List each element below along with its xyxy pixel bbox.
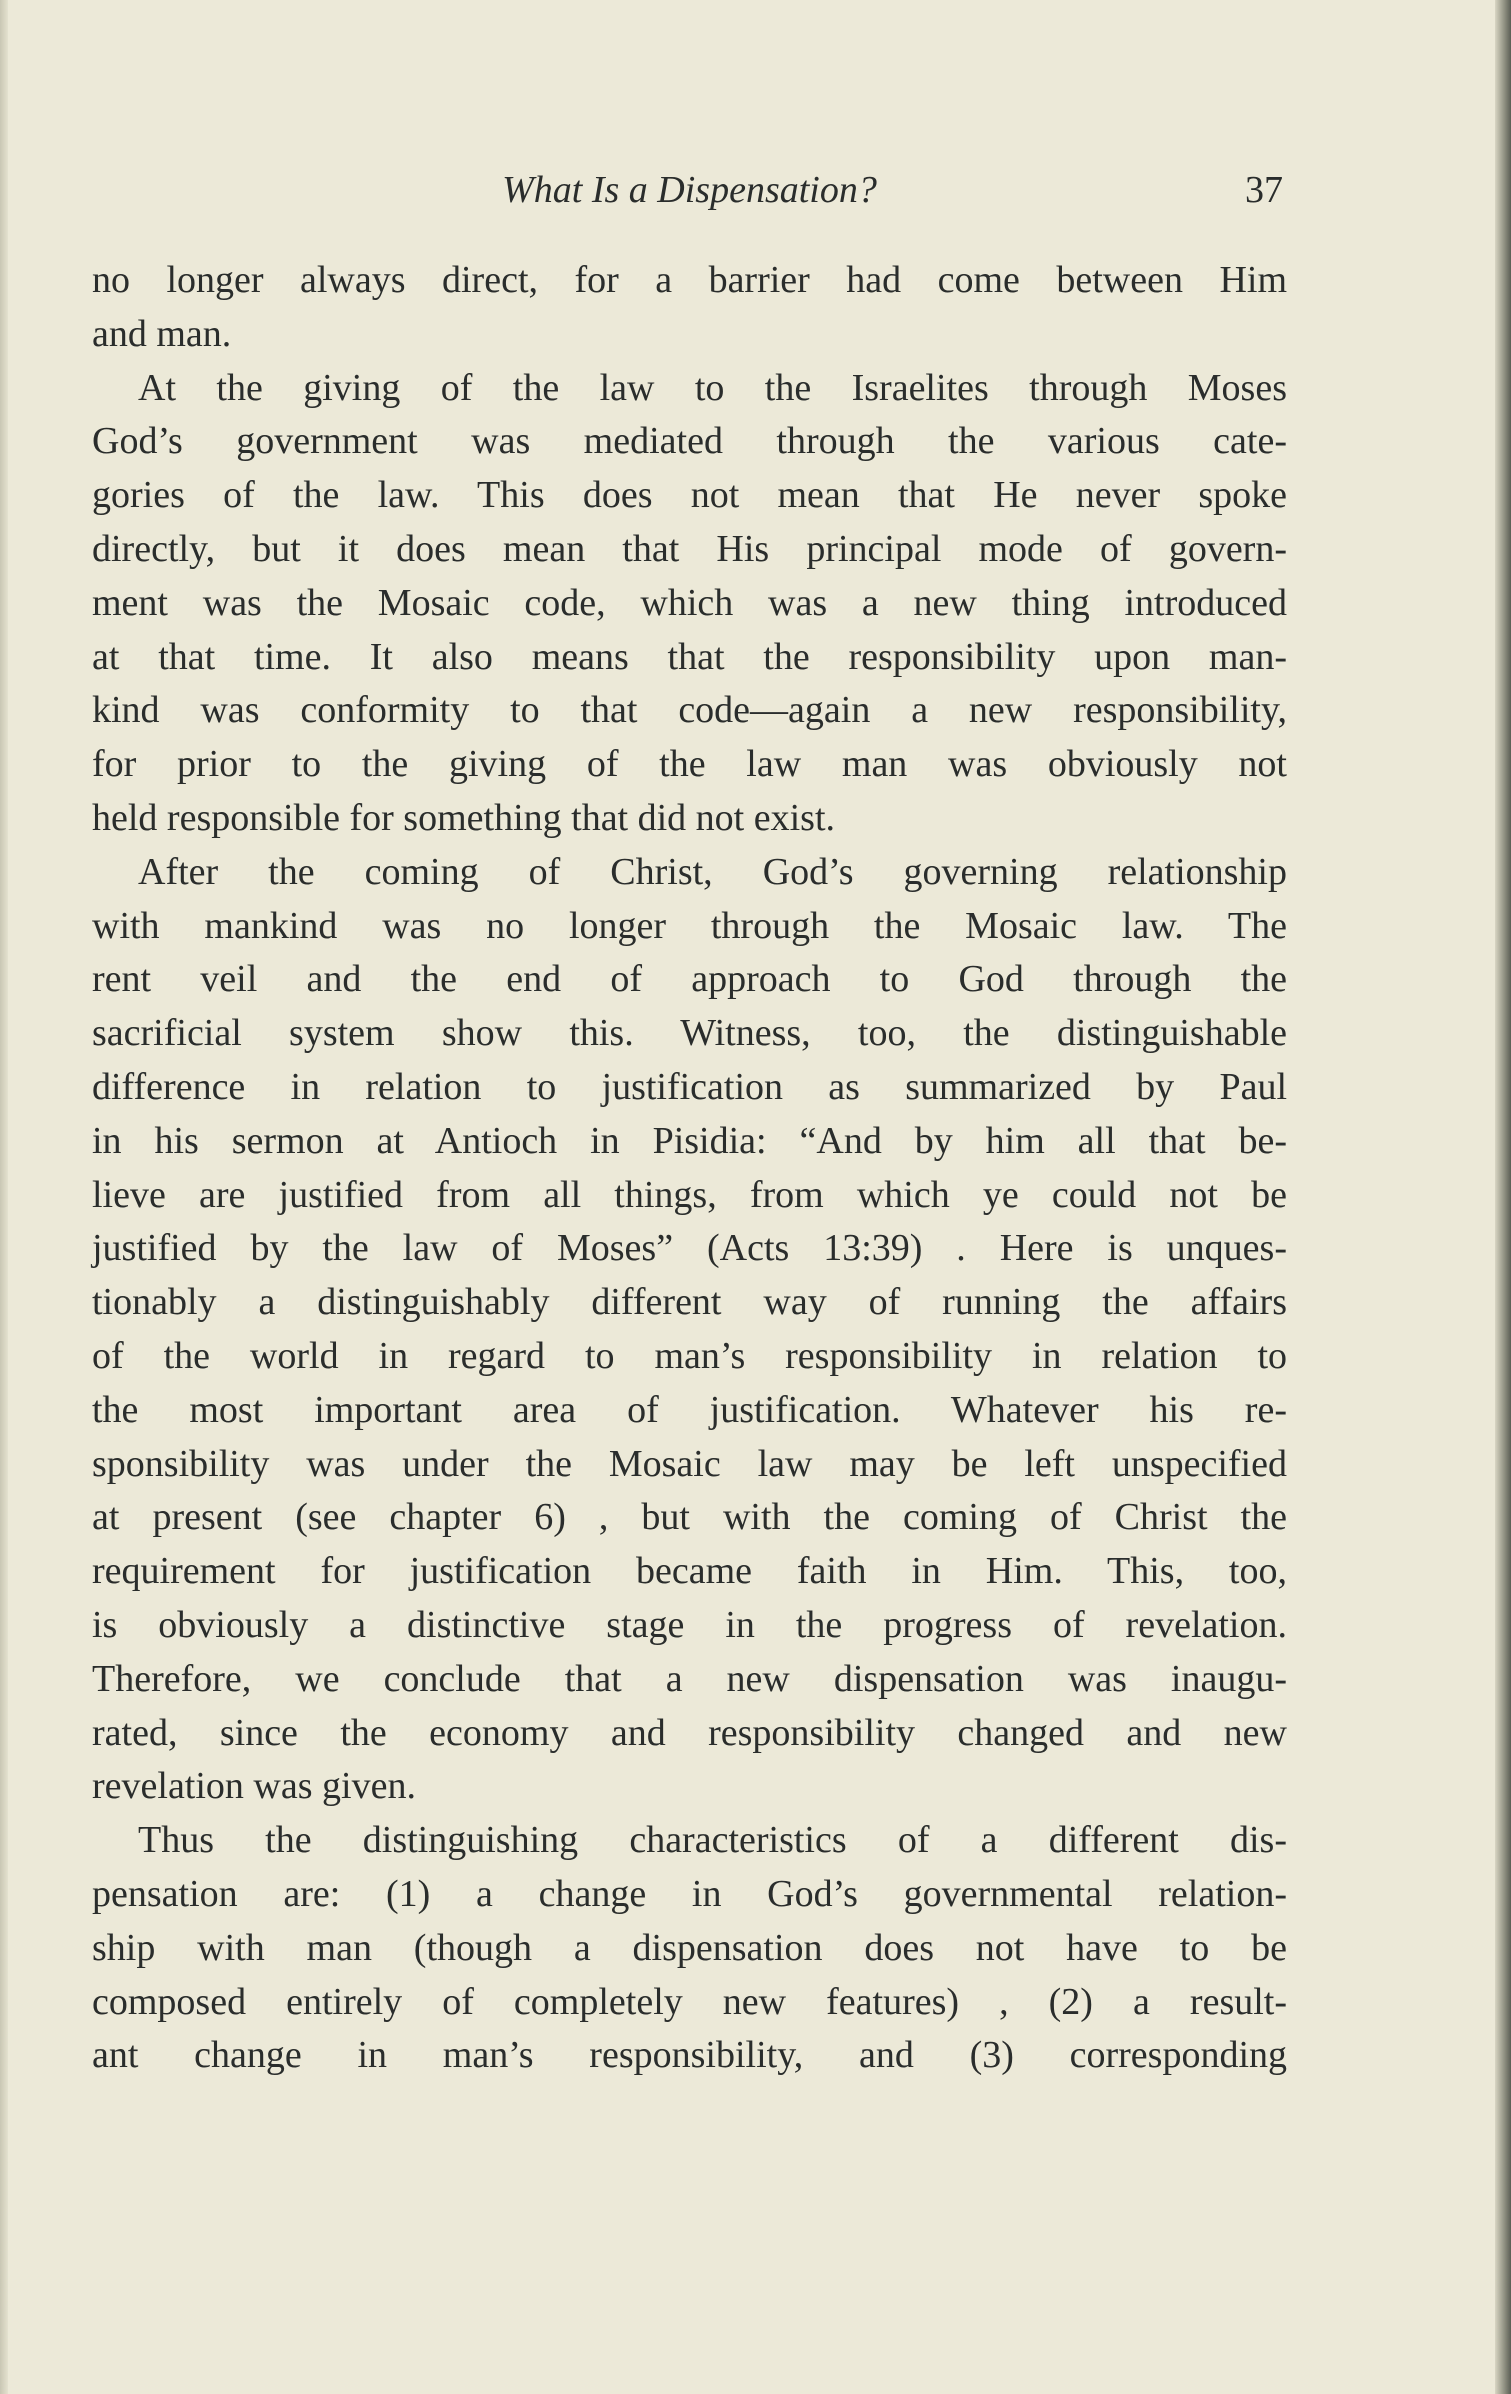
text-line: Thus the distinguishing characteristics of a different dis- xyxy=(138,1819,1287,1862)
text-line: ship with man (though a dispensation does not have to be xyxy=(92,1926,1287,1969)
text-line: justified by the law of Moses” (Acts 13:39) . Here is unques- xyxy=(92,1227,1287,1270)
text-line: sacrificial system show this. Witness, too, the distinguishable xyxy=(92,1012,1287,1055)
text-line: gories of the law. This does not mean that He never spoke xyxy=(92,474,1287,517)
text-line: for prior to the giving of the law man was obviously not xyxy=(92,743,1287,786)
text-line: difference in relation to justification as summarized by Paul xyxy=(92,1065,1287,1108)
text-line: rated, since the economy and responsibility changed and new xyxy=(92,1711,1287,1754)
text-line: requirement for justification became faith in Him. This, too, xyxy=(92,1550,1287,1593)
text-line: at that time. It also means that the responsibility upon man- xyxy=(92,635,1287,678)
running-title: What Is a Dispensation? xyxy=(502,169,877,211)
text-line: Therefore, we conclude that a new dispensation was inaugu- xyxy=(92,1657,1287,1700)
text-line: the most important area of justification. Whatever his re- xyxy=(92,1388,1287,1431)
text-line: no longer always direct, for a barrier had come between Him xyxy=(92,259,1287,301)
text-line: held responsible for something that did not exist. xyxy=(92,796,836,839)
text-line: ant change in man’s responsibility, and (3) corresponding xyxy=(92,2034,1287,2077)
body-text xyxy=(92,254,1287,2083)
page-number: 37 xyxy=(1245,169,1283,211)
text-line: rent veil and the end of approach to God through the xyxy=(92,958,1287,1001)
text-line: lieve are justified from all things, from which ye could not be xyxy=(92,1173,1287,1216)
page-left-edge xyxy=(0,0,8,2394)
text-line: God’s government was mediated through the various cate- xyxy=(92,420,1287,463)
page-right-edge xyxy=(1495,0,1511,2394)
text-line: at present (see chapter 6) , but with the coming of Christ the xyxy=(92,1496,1287,1539)
text-line: composed entirely of completely new features) , (2) a result- xyxy=(92,1980,1287,2023)
text-line: sponsibility was under the Mosaic law may be left unspecified xyxy=(92,1442,1287,1485)
text-line: kind was conformity to that code—again a new responsibility, xyxy=(92,689,1287,732)
text-line: pensation are: (1) a change in God’s governmental relation- xyxy=(92,1872,1287,1915)
text-line: ment was the Mosaic code, which was a new thing introduced xyxy=(92,581,1287,624)
page-header xyxy=(92,168,1287,222)
text-line: in his sermon at Antioch in Pisidia: “And by him all that be- xyxy=(92,1119,1287,1162)
text-line: is obviously a distinctive stage in the progress of revelation. xyxy=(92,1603,1287,1646)
text-line: directly, but it does mean that His principal mode of govern- xyxy=(92,527,1287,570)
text-line: with mankind was no longer through the Mosaic law. The xyxy=(92,904,1287,947)
text-line: and man. xyxy=(92,312,232,355)
text-line: At the giving of the law to the Israelites through Moses xyxy=(138,366,1287,409)
text-line: tionably a distinguishably different way of running the affairs xyxy=(92,1281,1287,1324)
text-line: of the world in regard to man’s responsibility in relation to xyxy=(92,1334,1287,1377)
text-line: revelation was given. xyxy=(92,1765,416,1808)
text-line: After the coming of Christ, God’s governing relationship xyxy=(138,850,1287,893)
